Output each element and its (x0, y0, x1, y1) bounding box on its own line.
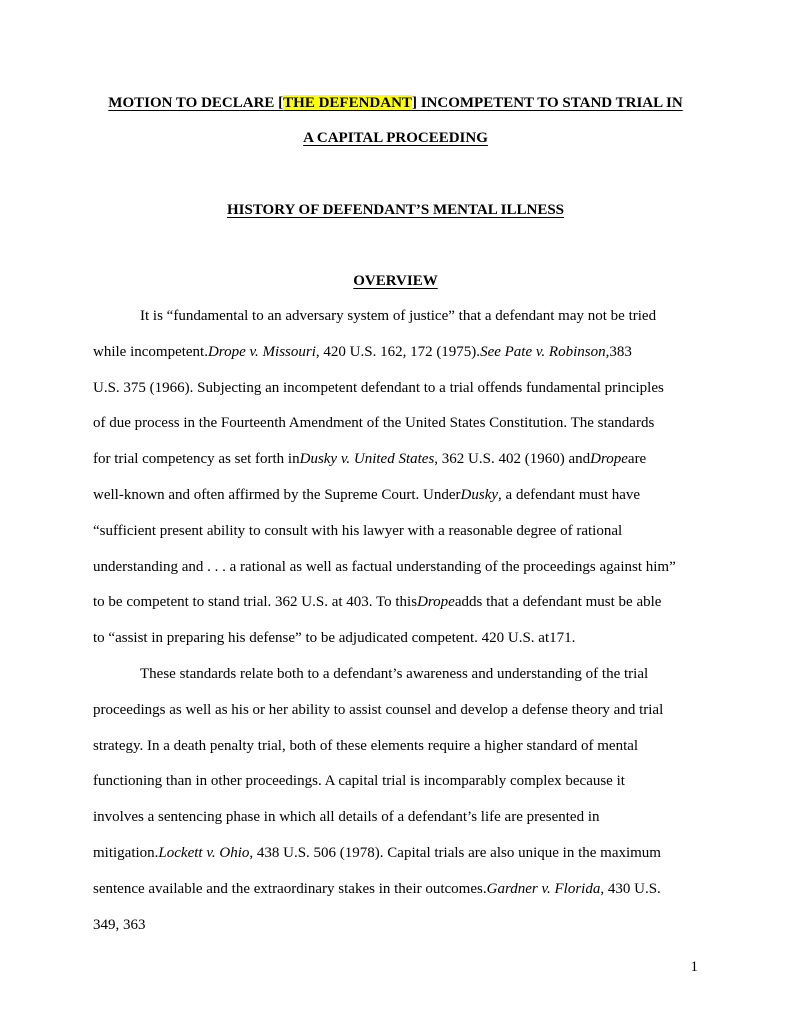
text-line (93, 701, 663, 719)
text-line (140, 665, 648, 683)
text-run: to “assist in preparing his defense” to be adjudicated competent. 420 U.S. at171. (93, 630, 576, 647)
text-line (93, 916, 146, 934)
text-line (93, 414, 654, 432)
text-run: to be competent to stand trial. 362 U.S. at 403. To this (93, 594, 418, 611)
text-run: functioning than in other proceedings. A capital trial is incomparably complex because it (93, 773, 625, 790)
text-line (93, 486, 640, 504)
text-line (93, 737, 638, 755)
case-citation: Gardner v. Florida (486, 880, 601, 897)
text-run: , a defendant must have (498, 487, 641, 503)
text-line (93, 522, 622, 540)
text-run: proceedings as well as his or her ability to assist counsel and develop a defense theory and trial (93, 701, 664, 718)
text-run: adds that a defendant must be able (454, 594, 662, 611)
text-run: while incompetent. (93, 343, 208, 360)
case-citation: Dusky v. United States (299, 451, 435, 468)
case-citation: Lockett v. Ohio (158, 845, 250, 861)
text-run: mitigation. (93, 845, 159, 861)
text-run: well-known and often affirmed by the Supreme Court. Under (93, 487, 461, 503)
text-line (140, 307, 656, 325)
text-run: of due process in the Fourteenth Amendment of the United States Constitution. The standards (93, 415, 655, 432)
title-line-2: A CAPITAL PROCEEDING (303, 130, 488, 146)
text-line (93, 629, 575, 647)
case-citation: Drope (590, 451, 628, 468)
text-run: U.S. 375 (1966). Subjecting an incompetent defendant to a trial offends fundamental principles (93, 379, 664, 396)
title-prefix: MOTION TO DECLARE [ (108, 95, 284, 111)
text-run: , 420 U.S. 162, 172 (1975). (315, 343, 481, 360)
text-run: involves a sentencing phase in which all details of a defendant’s life are presented in (93, 809, 600, 826)
text-run: It is “fundamental to an adversary system of justice” that a defendant may not be tried (140, 308, 657, 324)
highlighted-placeholder: THE DEFENDANT (283, 95, 412, 111)
overview-heading: OVERVIEW (353, 273, 438, 289)
text-run: are (627, 451, 647, 468)
page-number: 1 (690, 959, 698, 975)
text-line (93, 379, 664, 397)
case-citation: Drope (417, 594, 455, 611)
text-run: , 438 U.S. 506 (1978). Capital trials are also unique in the maximum (249, 845, 661, 861)
text-run: , 430 U.S. (600, 880, 661, 897)
text-run: strategy. In a death penalty trial, both of these elements require a higher standard of mental (93, 737, 639, 754)
text-line (93, 450, 646, 468)
text-run: These standards relate both to a defendant’s awareness and understanding of the trial (140, 666, 649, 682)
text-run: 349, 363 (93, 916, 146, 933)
text-run: understanding and . . . a rational as well as factual understanding of the proceedings against him” (93, 558, 676, 575)
case-citation: Dusky (460, 487, 499, 503)
text-run: 383 (609, 343, 632, 360)
title-suffix: ] INCOMPETENT TO STAND TRIAL IN (411, 95, 683, 111)
text-line (93, 808, 600, 826)
text-line (93, 343, 632, 361)
text-run: sentence available and the extraordinary stakes in their outcomes. (93, 880, 487, 897)
case-citation: See Pate v. Robinson, (480, 343, 610, 360)
text-line (93, 593, 661, 611)
text-run: “sufficient present ability to consult with his lawyer with a reasonable degree of rational (93, 522, 623, 539)
text-run: for trial competency as set forth in (93, 451, 300, 468)
text-line (93, 772, 625, 790)
title-line-1 (93, 94, 698, 112)
text-line (93, 558, 676, 576)
text-run: , 362 U.S. 402 (1960) and (434, 451, 591, 468)
section-heading: HISTORY OF DEFENDANT’S MENTAL ILLNESS (226, 202, 565, 218)
text-line (93, 880, 661, 898)
case-citation: Drope v. Missouri (207, 343, 316, 360)
text-line (93, 844, 661, 862)
